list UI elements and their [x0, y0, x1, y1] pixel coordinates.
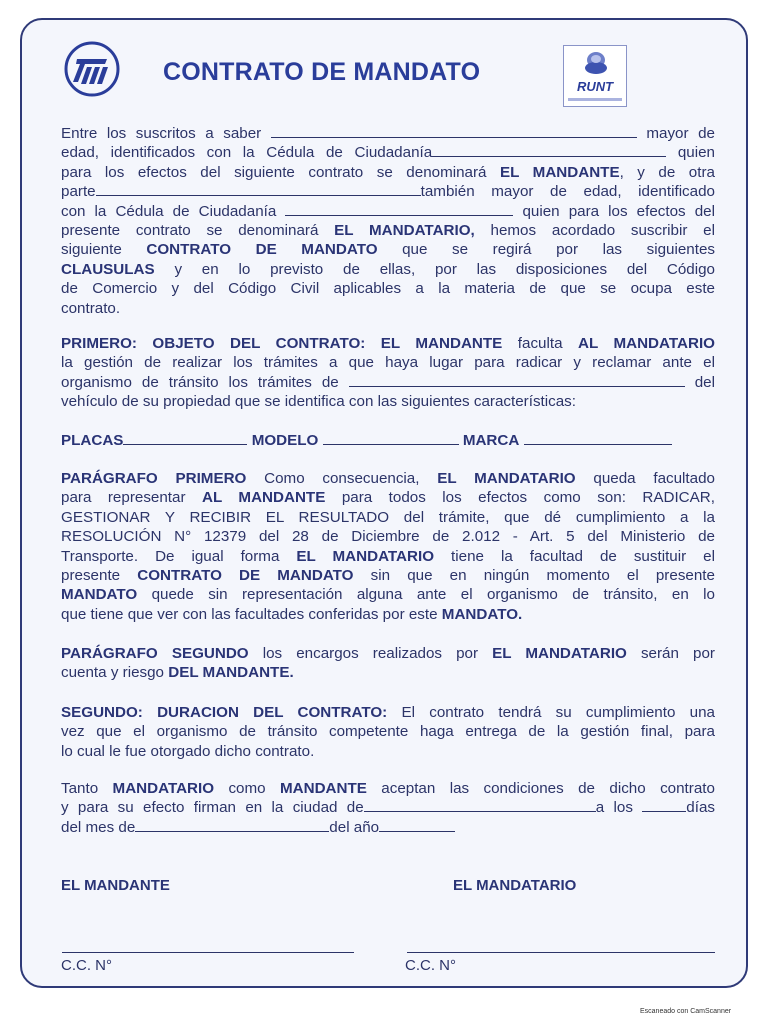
clause-bold: EL MANDATARIO — [492, 645, 627, 662]
paragrafo-segundo — [61, 644, 715, 683]
intro-text: para los efectos del siguiente contrato se denominará — [61, 163, 487, 181]
clause-text: Como consecuencia, — [264, 470, 420, 487]
clause-text: vez que el organismo de tránsito competente haga entrega de la gestión final, para — [61, 723, 715, 741]
clause-text: los encargos realizados por — [262, 645, 479, 662]
intro-text: parte — [61, 183, 96, 201]
mandante-signature-line[interactable] — [62, 952, 354, 953]
clause-bold: MANDATO — [61, 586, 138, 604]
clause-text: cuenta y riesgo — [61, 664, 164, 682]
closing-text: del mes de — [61, 818, 136, 836]
intro-bold: EL MANDATARIO, — [334, 222, 475, 240]
mandante-id-field[interactable] — [432, 155, 666, 157]
intro-text: quien — [677, 144, 715, 162]
runt-logo-text: RUNT — [576, 79, 614, 94]
mandante-signature-label: EL MANDANTE — [61, 877, 170, 894]
clause-bold: EL MANDATARIO — [296, 547, 435, 565]
scanner-watermark: Escaneado con CamScanner — [640, 1008, 732, 1015]
clause-heading: PARÁGRAFO SEGUNDO — [61, 645, 249, 662]
intro-text: edad, identificados con la Cédula de Ciudadanía — [61, 144, 433, 162]
clause-text: sin que en ningún momento el presente — [370, 567, 715, 585]
closing-text: días — [686, 799, 715, 817]
clause-text: lo cual le fue otorgado dicho contrato. — [61, 742, 315, 760]
clause-text: presente — [61, 567, 121, 585]
clause-text: la gestión de realizar los trámites a que haya lugar para radicar y reclamar ante el — [61, 354, 715, 372]
clause-heading: PRIMERO: OBJETO DEL CONTRATO: EL MANDANTE — [61, 335, 503, 352]
clause-bold: CONTRATO DE MANDATO — [137, 567, 354, 585]
intro-bold: CONTRATO DE MANDATO — [146, 241, 378, 259]
intro-text: de Comercio y del Código Civil aplicables a la materia de que se ocupa este — [61, 280, 715, 298]
clause-text: para representar — [61, 489, 186, 507]
mandante-cc-label: C.C. N° — [61, 957, 112, 974]
clause-text: para todos los efectos como son: RADICAR, — [341, 489, 715, 507]
mandatario-signature-label: EL MANDATARIO — [453, 877, 577, 894]
runt-logo-tagline — [568, 98, 622, 101]
clause-bold: MANDATO. — [441, 605, 523, 623]
runt-logo — [563, 45, 627, 107]
placas-label: PLACAS — [61, 432, 124, 449]
closing-text: como — [228, 780, 266, 797]
paragrafo-primero — [61, 469, 715, 624]
clause-text: RESOLUCIÓN N° 12379 del 28 de Diciembre de 2.012 - Art. 5 del Ministerio de — [61, 528, 715, 546]
clause-heading: PARÁGRAFO PRIMERO — [61, 470, 247, 487]
intro-text: y en lo previsto de ellas, por las disposiciones del Código — [174, 260, 715, 278]
clause-bold: EL MANDATARIO — [437, 470, 576, 487]
intro-text: presente contrato se denominará — [61, 222, 319, 240]
clause-text: tiene la facultad de sustituir el — [451, 547, 715, 565]
clause-primero — [61, 334, 715, 412]
intro-text: siguiente — [61, 241, 122, 259]
clause-text: El contrato tendrá su cumplimiento una — [401, 704, 715, 721]
placas-field[interactable] — [123, 443, 247, 445]
mandatario-signature-line[interactable] — [407, 952, 715, 953]
closing-bold: MANDATARIO — [112, 780, 215, 797]
tramites-field[interactable] — [349, 385, 685, 387]
ministry-logo-icon — [63, 40, 121, 98]
ciudad-field[interactable] — [364, 810, 596, 812]
clause-text: faculta — [517, 335, 563, 352]
clause-text: organismo de tránsito los trámites de — [61, 373, 339, 391]
closing-text: y para su efecto firman en la ciudad de — [61, 799, 364, 817]
clause-segundo — [61, 703, 715, 761]
clause-text: que tiene que ver con las facultades conferidas por este — [61, 605, 438, 623]
intro-text: contrato. — [61, 299, 121, 317]
closing-text: del año — [329, 818, 380, 836]
runt-emblem-icon — [564, 46, 628, 82]
clause-heading: SEGUNDO: DURACION DEL CONTRATO: — [61, 704, 388, 721]
mandante-name-field[interactable] — [271, 136, 637, 138]
anio-field[interactable] — [379, 830, 455, 832]
intro-text: que se regirá por las siguientes — [402, 241, 715, 259]
intro-text: con la Cédula de Ciudadanía — [61, 202, 277, 220]
intro-text: , y de otra — [619, 163, 715, 181]
intro-text: mayor de — [646, 125, 715, 142]
clause-bold: DEL MANDANTE. — [168, 664, 294, 682]
intro-text: hemos acordado suscribir el — [490, 222, 715, 240]
clause-text: del — [694, 373, 715, 391]
closing-text: aceptan las condiciones de dicho contrato — [381, 780, 715, 797]
clause-text: queda facultado — [593, 470, 715, 487]
marca-label: MARCA — [462, 432, 520, 449]
intro-bold: CLAUSULAS — [61, 260, 155, 278]
modelo-label: MODELO — [251, 432, 319, 449]
intro-bold: EL MANDANTE — [500, 163, 620, 181]
clause-text: GESTIONAR Y RECIBIR EL RESULTADO del trámite, que dé cumplimiento a la — [61, 508, 715, 526]
clause-text: vehículo de su propiedad que se identifica con las siguientes características: — [61, 393, 576, 411]
intro-text: también mayor de edad, identificado — [420, 183, 715, 201]
clause-bold: AL MANDATARIO — [578, 335, 715, 352]
document-title: CONTRATO DE MANDATO — [163, 58, 481, 86]
closing-text: a los — [595, 799, 633, 817]
intro-text: quien para los efectos del — [522, 202, 715, 220]
clause-text: quede sin representación alguna ante el organismo de tránsito, en lo — [151, 586, 715, 604]
modelo-field[interactable] — [323, 443, 459, 445]
mandatario-cc-label: C.C. N° — [405, 957, 456, 974]
closing-bold: MANDANTE — [279, 780, 367, 797]
clause-text: serán por — [640, 645, 715, 662]
closing-paragraph — [61, 779, 715, 837]
mes-field[interactable] — [135, 830, 329, 832]
mandatario-name-field[interactable] — [96, 194, 421, 196]
mandatario-id-field[interactable] — [285, 214, 513, 216]
clause-bold: AL MANDANTE — [202, 489, 326, 507]
marca-field[interactable] — [524, 443, 672, 445]
clause-text: Transporte. De igual forma — [61, 547, 280, 565]
intro-text: Entre los suscritos a saber — [61, 125, 262, 142]
vehicle-fields — [61, 431, 715, 450]
intro-paragraph — [61, 124, 715, 318]
closing-text: Tanto — [61, 780, 99, 797]
dias-field[interactable] — [642, 810, 686, 812]
